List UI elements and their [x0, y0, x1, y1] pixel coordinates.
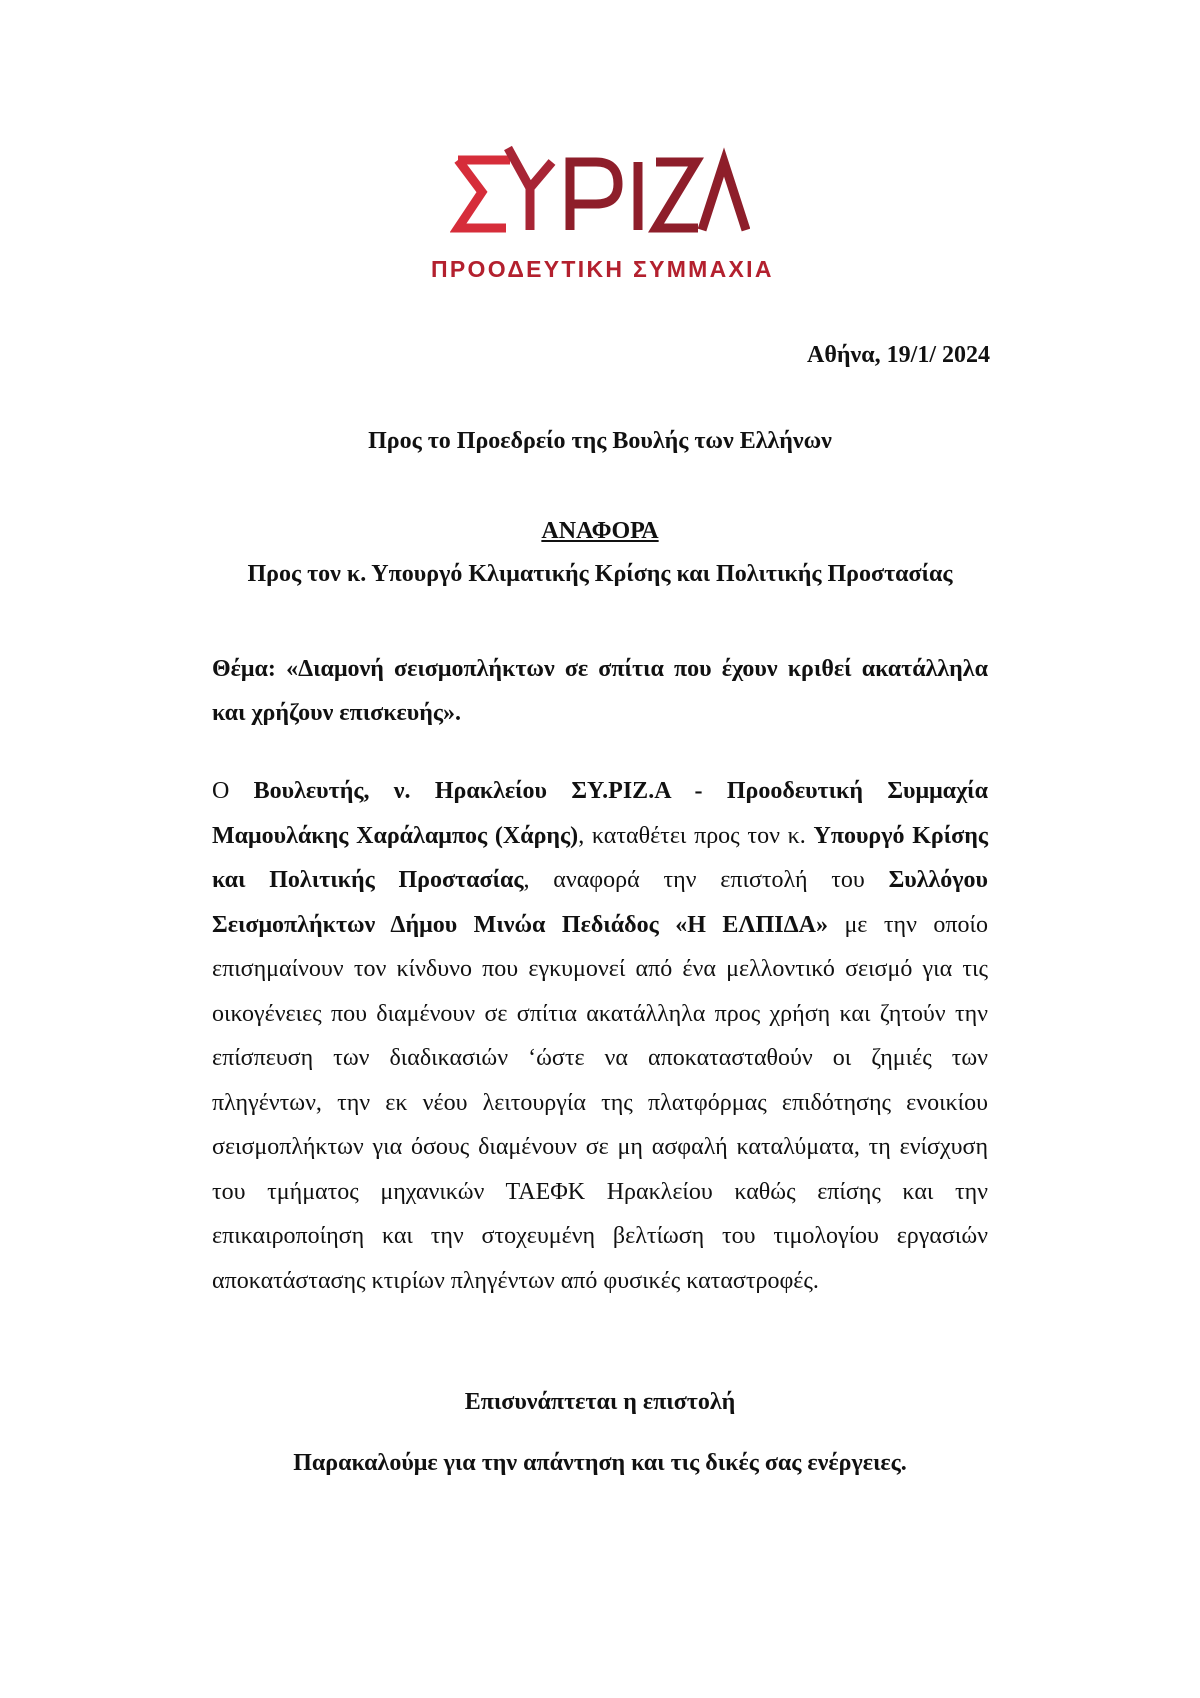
- body-paragraph: [212, 769, 988, 1303]
- logo-subtitle: ΠΡΟΟΔΕΥΤΙΚΗ ΣΥΜΜΑΧΙΑ: [431, 256, 774, 282]
- minister-line: Προς τον κ. Υπουργό Κλιματικής Κρίσης και Πολιτικής Προστασίας: [247, 561, 953, 587]
- subject-paragraph: Θέμα: «Διαμονή σεισμοπλήκτων σε σπίτια που έχουν κριθεί ακατάλληλα και χρήζουν επισκευής».: [212, 656, 988, 726]
- document-title: ΑΝΑΦΟΡΑ: [541, 518, 659, 544]
- syriza-logo: [400, 140, 820, 290]
- body-text-submits: , καταθέτει προς τον κ.: [578, 822, 814, 849]
- closing-request: Παρακαλούμε για την απάντηση και τις δικές σας ενέργειες.: [293, 1450, 907, 1476]
- body-text-intro: Ο: [212, 778, 254, 804]
- attachment-note: Επισυνάπτεται η επιστολή: [464, 1389, 736, 1415]
- mp-name: Βουλευτής, ν. Ηρακλείου ΣΥ.ΡΙΖ.Α - Προοδευτική Συμμαχία Μαμουλάκης Χαράλαμπος (Χάρης): [212, 778, 988, 849]
- syriza-wordmark-graphic: [450, 140, 750, 240]
- recipient-line: Προς το Προεδρείο της Βουλής των Ελλήνων: [368, 428, 832, 454]
- association-name: Συλλόγου Σεισμοπλήκτων Δήμου Μινώα Πεδιάδος «Η ΕΛΠΙΔΑ»: [212, 867, 988, 938]
- body-text-details: με την οποίο επισημαίνουν τον κίνδυνο που εγκυμονεί από ένα μελλοντικό σεισμό για τις οικογένειες που διαμένουν σε σπίτια ακατάλληλα προς χρήση και ζητούν την επίσπευση των διαδικασιών ‘ώστε να αποκατασταθούν οι ζημιές των πληγέντων, την εκ νέου λειτουργία της πλατφόρμας επιδότησης ενοικίου σεισμοπλήκτων για όσους διαμένουν σε μη ασφαλή καταλύματα, τη ενίσχυση του τμήματος μηχανικών ΤΑΕΦΚ Ηρακλείου καθώς επίσης και την επικαιροποίηση και την στοχευμένη βελτίωση του τιμολογίου εργασιών αποκατάστασης κτιρίων πληγέντων από φυσικές καταστροφές.: [212, 911, 988, 1294]
- document-date: Αθήνα, 19/1/ 2024: [807, 342, 990, 368]
- minister-name: Υπουργό Κρίσης και Πολιτικής Προστασίας: [212, 822, 988, 893]
- body-text-letter: , αναφορά την επιστολή του: [523, 867, 889, 893]
